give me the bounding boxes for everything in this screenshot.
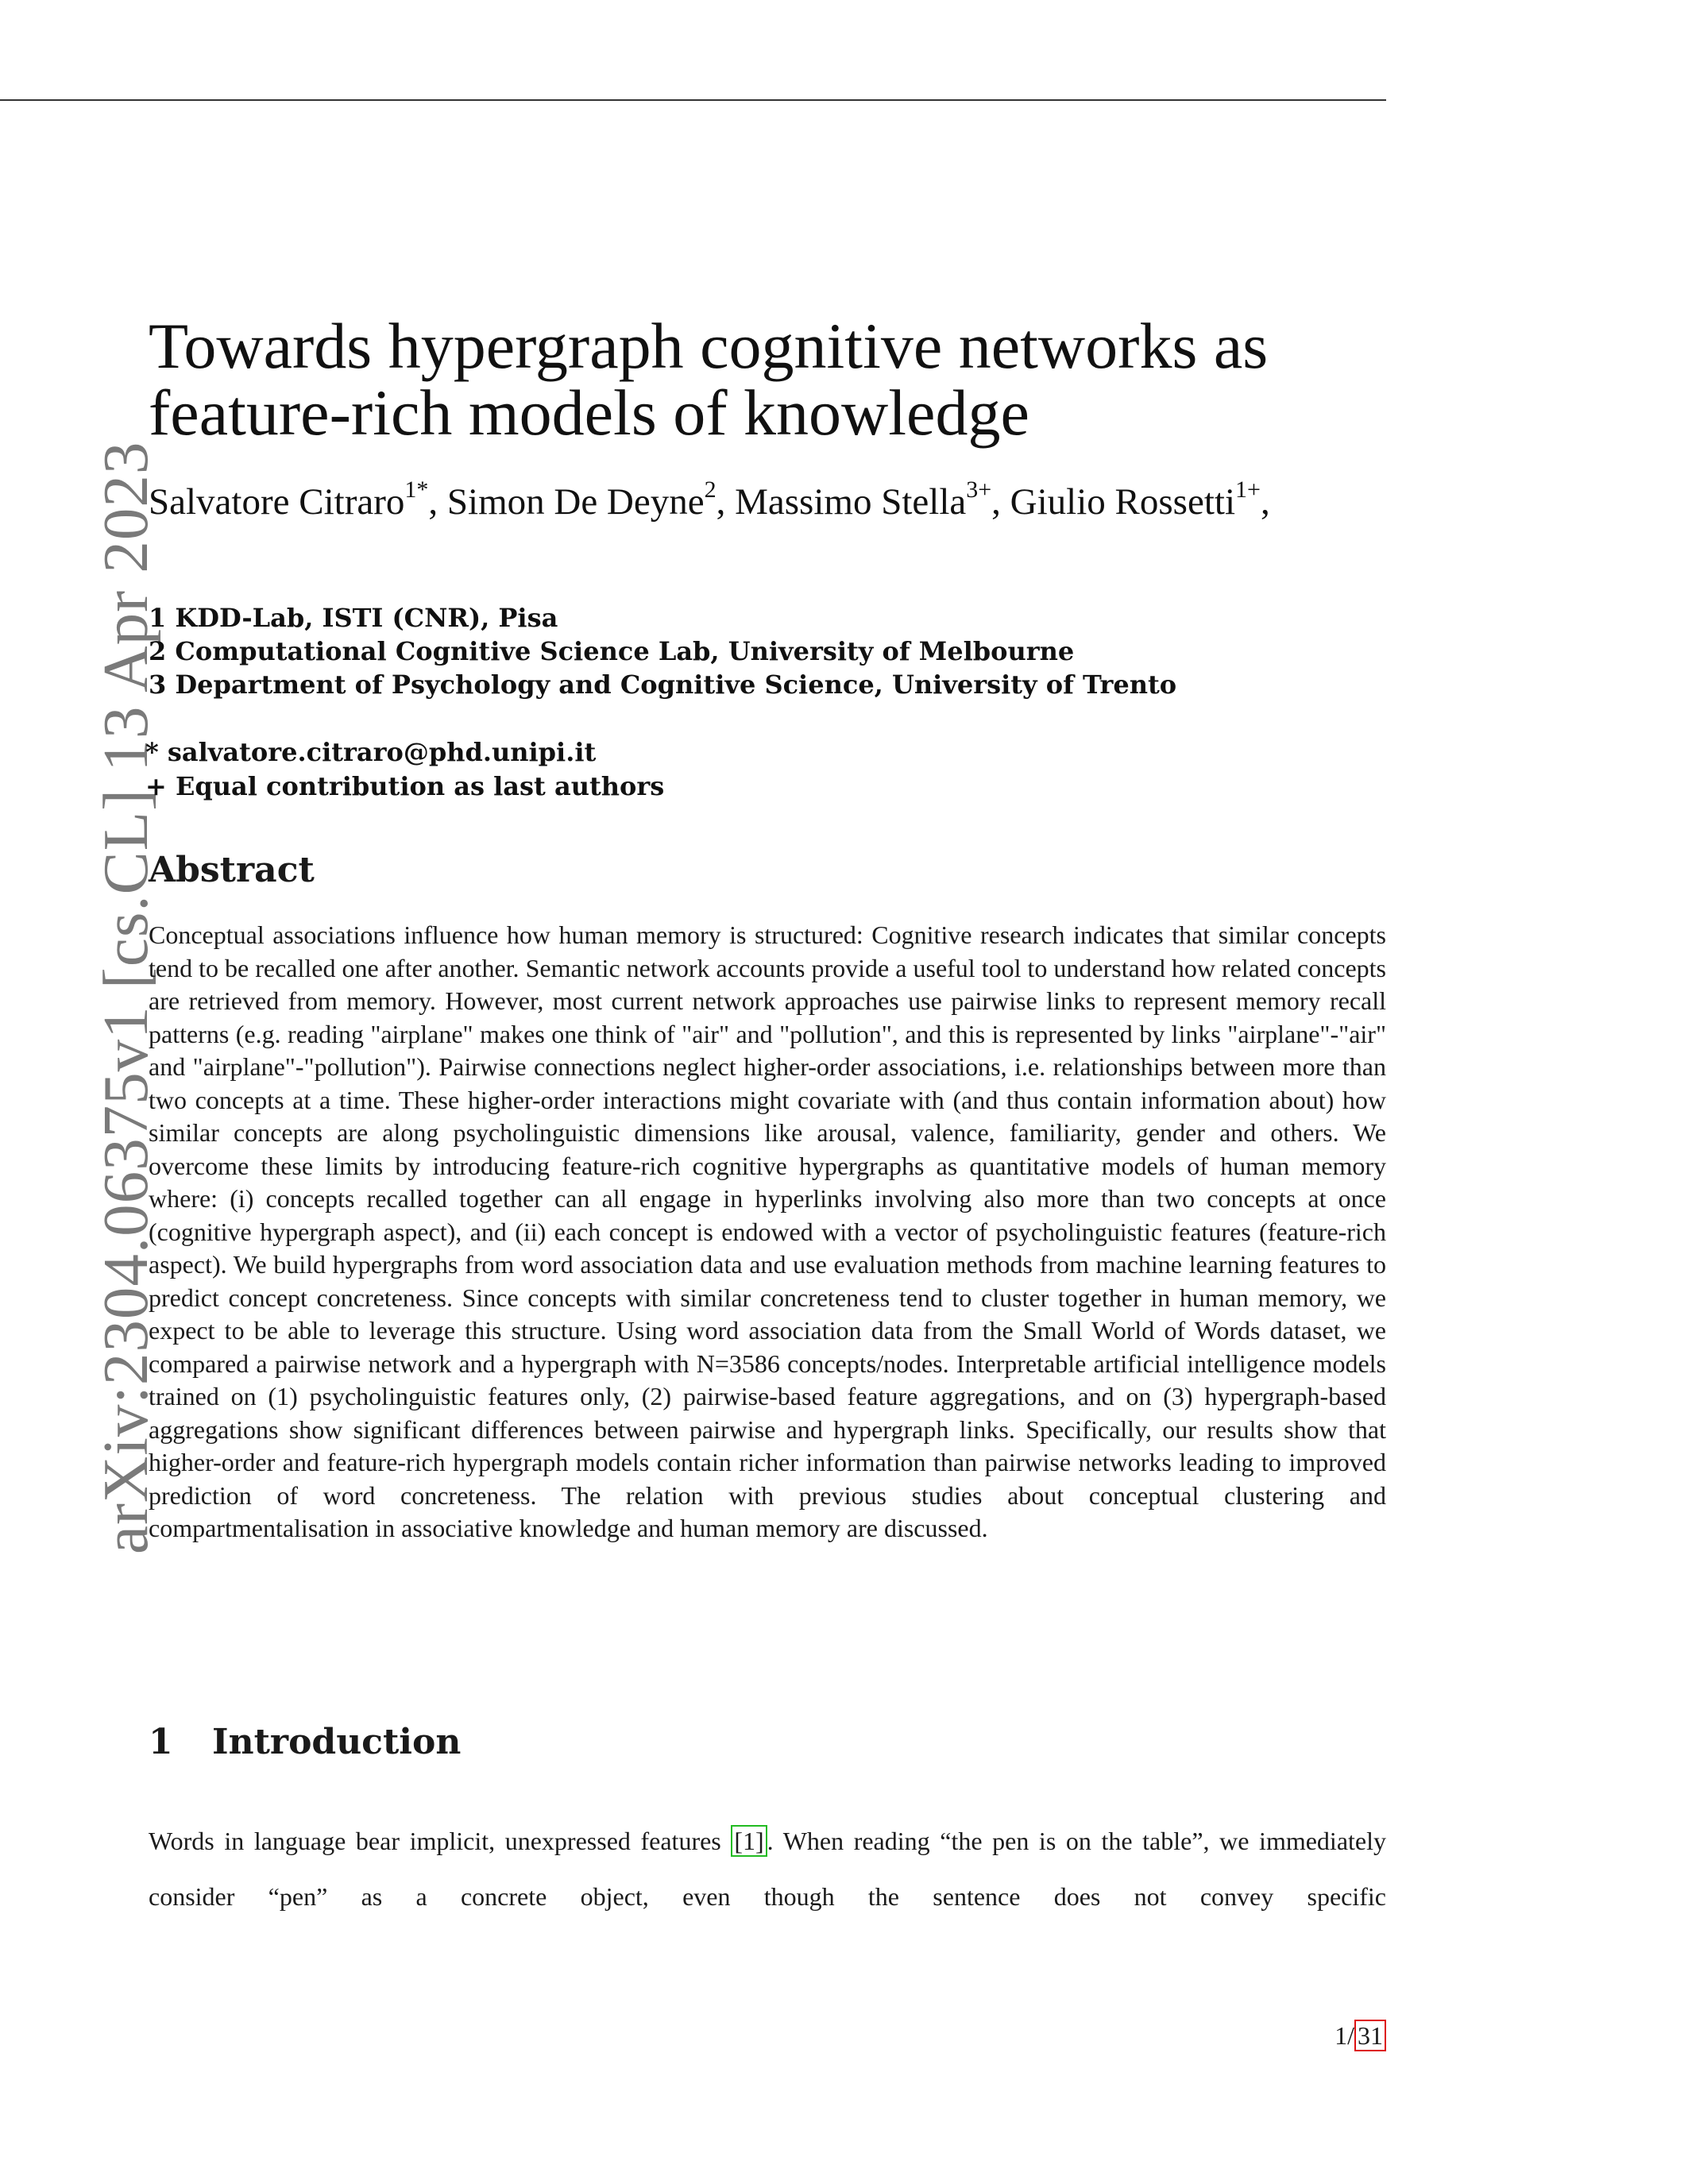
author-separator: , (991, 481, 1010, 523)
equal-contribution-note: + Equal contribution as last authors (145, 771, 665, 801)
page-number (1335, 2020, 1386, 2051)
intro-text-end: . When reading “the pen is on the table”, we immediately consider “pen” as a concrete object, even though the sentence does not convey specific (149, 1827, 1387, 1911)
author-name: Massimo Stella (735, 481, 967, 523)
author-separator: , (428, 481, 447, 523)
author-name: Simon De Deyne (446, 481, 705, 523)
introduction-paragraph (149, 1813, 1386, 1924)
author-affiliation-mark: 2 (704, 477, 717, 504)
corresponding-email: * salvatore.citraro@phd.unipi.it (145, 737, 597, 767)
abstract-heading: Abstract (149, 850, 315, 890)
author-separator: , (716, 481, 736, 523)
author-separator: , (1260, 481, 1270, 523)
author-affiliation-mark: 1+ (1235, 477, 1261, 504)
paper-title: Towards hypergraph cognitive networks as feature-rich models of knowledge (149, 310, 1269, 449)
author-name: Salvatore Citraro (149, 481, 405, 523)
abstract-text: Conceptual associations influence how human memory is structured: Cognitive research indicates that similar concepts tend to be recalled one after another. Semantic network accounts provide a useful tool to understand how related concepts are retrieved from memory. However, most current network approaches use pairwise links to represent memory recall patterns (e.g. reading "airplane" makes one think of "air" and "pollution", and this is represented by links "airplane"-"air" and "airplane"-"pollution"). Pairwise connections neglect higher-order associations, i.e. relationships between more than two concepts at a time. These higher-order interactions might covariate with (and thus contain information about) how similar concepts are along psycholinguistic dimensions like arousal, valence, familiarity, gender and others. We overcome these limits by introducing feature-rich cognitive hypergraphs as quantitative models of human memory where: (i) concepts recalled together can all engage in hyperlinks involving also more than two concepts at once (cognitive hypergraph aspect), and (ii) each concept is endowed with a vector of psycholinguistic features (feature-rich aspect). We build hypergraphs from word association data and use evaluation methods from machine learning features to predict concept concreteness. Since concepts with similar concreteness tend to cluster together in human memory, we expect to be able to leverage this structure. Using word association data from the Small World of Words dataset, we compared a pairwise network and a hypergraph with N=3586 concepts/nodes. Interpretable artificial intelligence models trained on (1) psycholinguistic features only, (2) pairwise-based feature aggregations, and on (3) hypergraph-based aggregations show significant differences between pairwise and hypergraph links. Specifically, our results show that higher-order and feature-rich hypergraph models contain richer information than pairwise networks leading to improved prediction of word concreteness. The relation with previous studies about conceptual clustering and compartmentalisation in associative knowledge and human memory are discussed. (149, 920, 1386, 1542)
page-separator: / (1347, 2021, 1354, 2050)
arxiv-identifier: arXiv:2304.06375v1 [cs.CL] 13 Apr 2023 (90, 441, 161, 1554)
section-title: Introduction (212, 1722, 462, 1762)
citation-link[interactable]: [1] (731, 1825, 767, 1857)
author-affiliation-mark: 3+ (966, 477, 992, 504)
contact-notes (145, 735, 1385, 804)
author-list (149, 478, 1388, 526)
intro-text-start: Words in language bear implicit, unexpressed features (149, 1827, 732, 1855)
affiliation-list (149, 601, 1388, 701)
section-number: 1 (149, 1722, 173, 1762)
author-name: Giulio Rossetti (1010, 481, 1236, 523)
page-current: 1 (1335, 2021, 1348, 2050)
section-heading-introduction (149, 1720, 461, 1765)
header-rule (0, 99, 1386, 101)
affiliation-item: 3 Department of Psychology and Cognitive Science, University of Trento (149, 669, 1177, 700)
affiliation-item: 2 Computational Cognitive Science Lab, University of Melbourne (149, 636, 1075, 666)
author-affiliation-mark: 1* (404, 477, 429, 504)
affiliation-item: 1 KDD-Lab, ISTI (CNR), Pisa (149, 603, 558, 633)
page-total-link[interactable]: 31 (1354, 2020, 1386, 2051)
